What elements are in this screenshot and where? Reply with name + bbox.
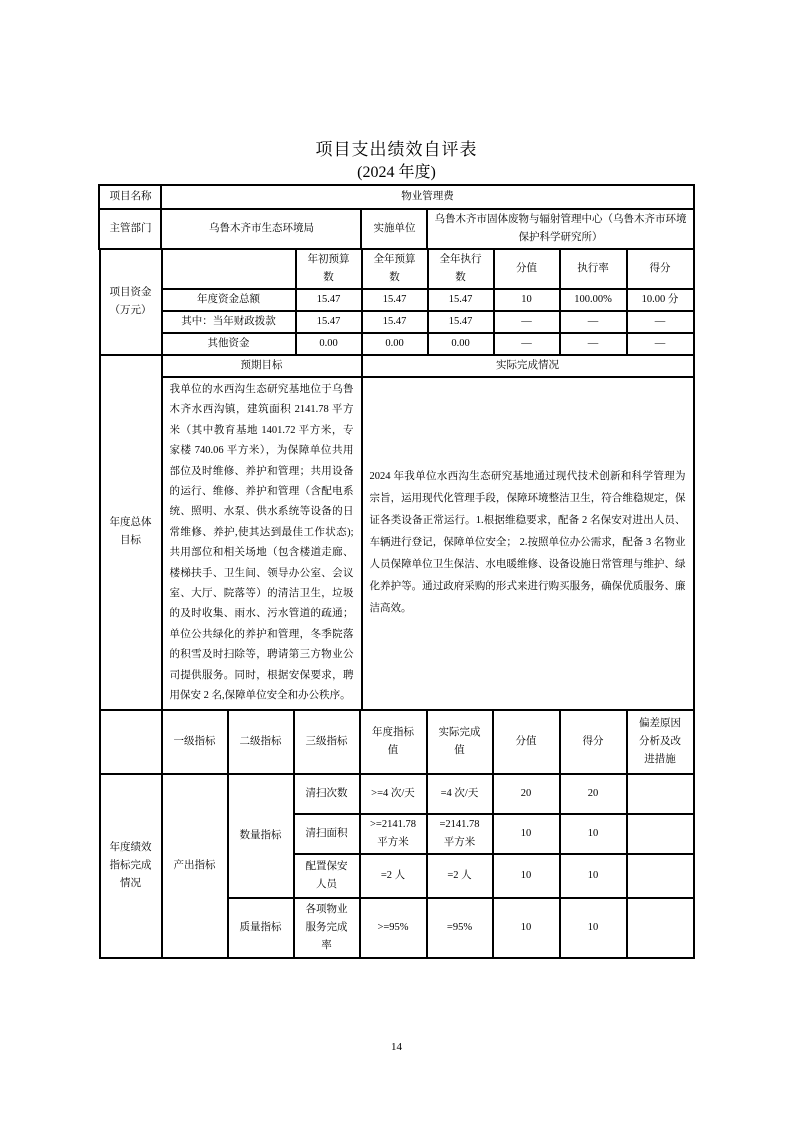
level1-output-indicator: 产出指标: [162, 774, 228, 958]
indicator-actual: =2 人: [427, 854, 493, 898]
funds-cell: 15.47: [296, 311, 362, 333]
project-name-label: 项目名称: [99, 185, 161, 209]
indicator-score: 10: [560, 814, 627, 854]
goals-row-label: 年度总体目标: [100, 355, 162, 710]
header-score: 得分: [560, 710, 627, 774]
funds-cell: 10: [494, 289, 560, 311]
indicator-target: >=4 次/天: [360, 774, 427, 814]
indicators-row-label: 年度绩效指标完成情况: [100, 774, 162, 958]
header-level1: 一级指标: [162, 710, 228, 774]
funds-cell: —: [494, 333, 560, 355]
funds-cell: 15.47: [296, 289, 362, 311]
indicator-deviation: [627, 774, 694, 814]
indicator-actual: =4 次/天: [427, 774, 493, 814]
header-actual-value: 实际完成值: [427, 710, 493, 774]
page-number: 14: [391, 1041, 402, 1053]
funds-table: [99, 248, 695, 356]
header-deviation: 偏差原因分析及改进措施: [627, 710, 694, 774]
impl-unit-value: 乌鲁木齐市固体废物与辐射管理中心（乌鲁木齐市环境保护科学研究所）: [427, 209, 693, 249]
dept-label: 主管部门: [99, 209, 161, 249]
funds-header-score-value: 分值: [494, 249, 560, 289]
impl-unit-label: 实施单位: [361, 209, 427, 249]
funds-header-execution-rate: 执行率: [560, 249, 627, 289]
funds-cell: 15.47: [362, 289, 428, 311]
expected-goal-text: 我单位的水西沟生态研究基地位于乌鲁木齐水西沟镇，建筑面积 2141.78 平方米（其中教育基地 1401.72 平方米，专家楼 740.06 平方米），为保障单位共用部位及时维修、养护和管理；共用设备的运行、维修、养护和管理（含配电系统、照明、水泵、供水系统等设备的日常维修、养护,使其达到最佳工作状态);共用部位和相关场地（包含楼道走廊、楼梯扶手、卫生间、领导办公室、会议室、大厅、院落等）的清洁卫生，垃圾的及时收集、雨水、污水管道的疏通；单位公共绿化的养护和管理，冬季院落的积雪及时扫除等，聘请第三方物业公司提供服务。同时，根据安保要求，聘用保安 2 名,保障单位安全和办公秩序。: [162, 377, 362, 710]
funds-header-annual-budget: 全年预算数: [362, 249, 428, 289]
project-name-value: 物业管理费: [161, 185, 693, 209]
actual-completion-header: 实际完成情况: [362, 355, 694, 377]
funds-cell: —: [627, 311, 694, 333]
indicator-target: >=95%: [360, 898, 427, 958]
funds-cell: 0.00: [428, 333, 494, 355]
header-level2: 二级指标: [228, 710, 294, 774]
indicator-name: 清扫次数: [294, 774, 360, 814]
funds-cell: 0.00: [296, 333, 362, 355]
funds-cell: —: [560, 333, 627, 355]
project-name-row: [99, 185, 693, 209]
funds-cell: —: [627, 333, 694, 355]
funds-cell: 100.00%: [560, 289, 627, 311]
indicator-score-value: 10: [493, 814, 560, 854]
funds-cell: —: [560, 311, 627, 333]
goals-header-row: [100, 355, 694, 377]
indicator-score-value: 10: [493, 854, 560, 898]
indicator-actual: =95%: [427, 898, 493, 958]
funds-header-annual-execution: 全年执行数: [428, 249, 494, 289]
dept-value: 乌鲁木齐市生态环境局: [161, 209, 361, 249]
header-score-value: 分值: [493, 710, 560, 774]
funds-header-initial-budget: 年初预算数: [296, 249, 362, 289]
indicator-target: >=2141.78 平方米: [360, 814, 427, 854]
level2-quantity-indicator: 数量指标: [228, 774, 294, 898]
header-level3: 三级指标: [294, 710, 360, 774]
indicators-blank-header-cell: [100, 710, 162, 774]
indicators-table: [99, 709, 695, 959]
funds-cell: 10.00 分: [627, 289, 694, 311]
funds-total-label: 年度资金总额: [162, 289, 296, 311]
indicator-name: 清扫面积: [294, 814, 360, 854]
indicator-deviation: [627, 854, 694, 898]
goals-table: [99, 354, 695, 711]
indicator-score-value: 10: [493, 898, 560, 958]
indicator-target: =2 人: [360, 854, 427, 898]
department-row: [99, 209, 693, 249]
doc-title: 项目支出绩效自评表: [315, 140, 478, 159]
actual-completion-text: 2024 年我单位水西沟生态研究基地通过现代技术创新和科学管理为宗旨，运用现代化管理手段，保障环境整洁卫生，符合维稳规定，保证各类设备正常运行。1.根据维稳要求，配备 2 名保安对进出人员、车辆进行登记，保障单位安全； 2.按照单位办公需求，配备 3 名物业人员保障单位卫生保洁、水电暖维修、设备设施日常管理与维护、绿化养护等。通过政府采购的形式来进行购买服务，确保优质服务、廉洁高效。: [362, 377, 694, 710]
header-annual-target: 年度指标值: [360, 710, 427, 774]
funds-header-row: [100, 249, 694, 289]
indicator-row-cleaning-times: [100, 774, 694, 814]
expected-goal-header: 预期目标: [162, 355, 362, 377]
indicator-score-value: 20: [493, 774, 560, 814]
indicator-name: 配置保安人员: [294, 854, 360, 898]
funds-row-label: 项目资金（万元）: [100, 249, 162, 355]
funds-other-row: [100, 333, 694, 355]
funds-cell: 15.47: [428, 311, 494, 333]
indicator-actual: =2141.78 平方米: [427, 814, 493, 854]
funds-cell: 15.47: [362, 311, 428, 333]
funds-cell: —: [494, 311, 560, 333]
funds-other-label: 其他资金: [162, 333, 296, 355]
funds-total-row: [100, 289, 694, 311]
funds-cell: 15.47: [428, 289, 494, 311]
indicator-score: 10: [560, 898, 627, 958]
indicators-header-row: [100, 710, 694, 774]
indicator-name: 各项物业服务完成率: [294, 898, 360, 958]
funds-cell: 0.00: [362, 333, 428, 355]
funds-fiscal-row: [100, 311, 694, 333]
funds-blank-header-cell: [162, 249, 296, 289]
funds-fiscal-label: 其中：当年财政拨款: [162, 311, 296, 333]
funds-header-score: 得分: [627, 249, 694, 289]
indicator-deviation: [627, 814, 694, 854]
level2-quality-indicator: 质量指标: [228, 898, 294, 958]
indicator-deviation: [627, 898, 694, 958]
project-info-table: [98, 184, 694, 250]
doc-subtitle: (2024 年度): [357, 164, 436, 181]
goals-body-row: [100, 377, 694, 710]
indicator-score: 20: [560, 774, 627, 814]
indicator-score: 10: [560, 854, 627, 898]
